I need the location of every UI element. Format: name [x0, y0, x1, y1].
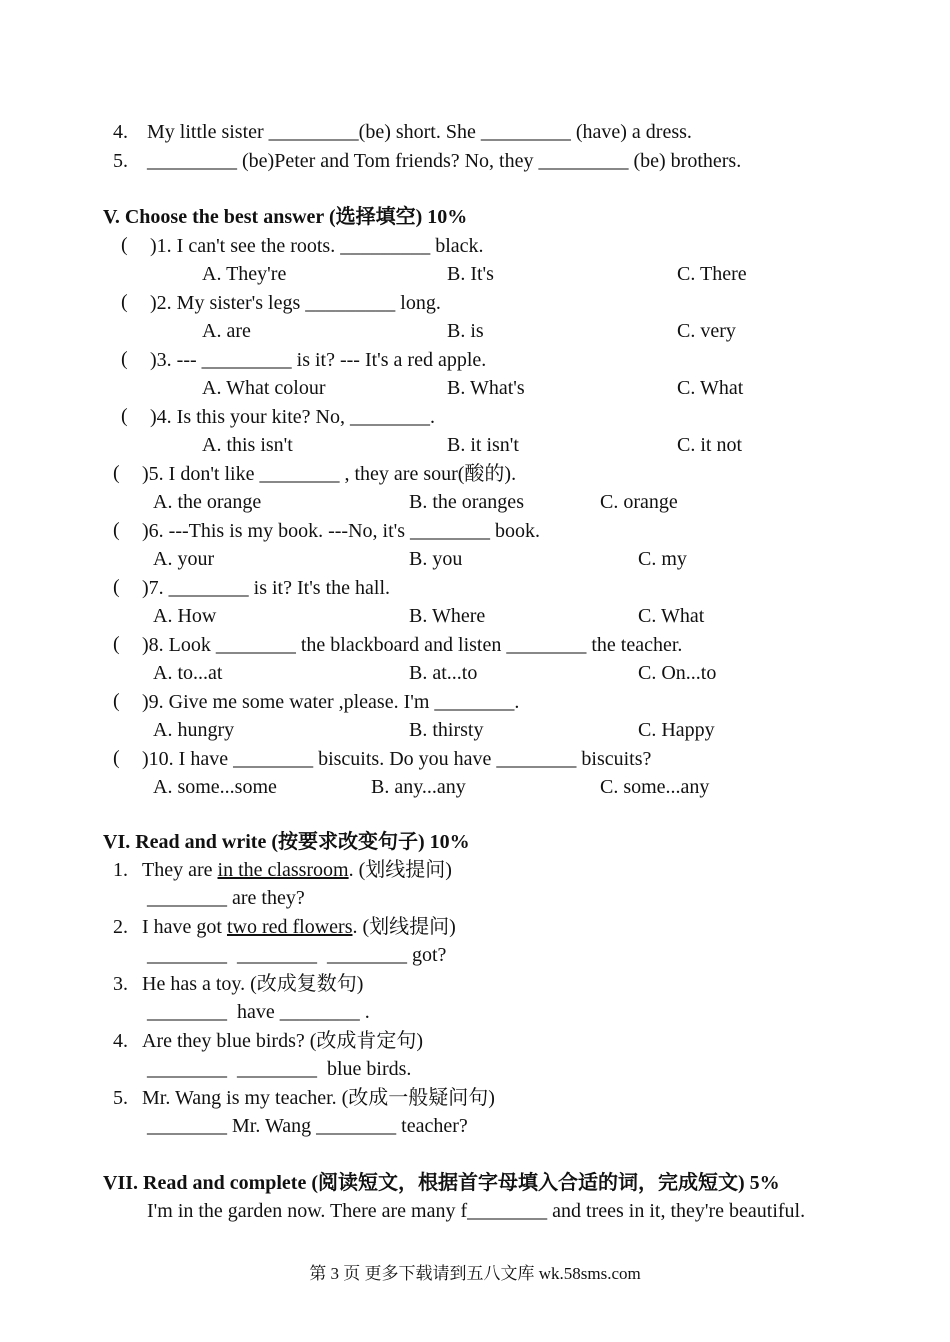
option-a: A. How: [153, 605, 217, 627]
option-a: A. the orange: [153, 491, 262, 513]
option-a: A. this isn't: [202, 434, 293, 456]
prompt-text: He has a toy. (改成复数句): [142, 973, 364, 995]
option-c: C. my: [638, 548, 687, 570]
prompt-text: They are: [142, 859, 218, 881]
answer-blank-line[interactable]: ________ ________ ________ got?: [147, 944, 447, 966]
answer-blank-line[interactable]: ________ ________ blue birds.: [147, 1058, 412, 1080]
option-b: B. thirsty: [409, 719, 484, 741]
answer-bracket: (: [113, 747, 120, 769]
answer-bracket: (: [121, 291, 128, 313]
rewrite-prompt: [142, 915, 456, 939]
underlined-phrase: two red flowers: [226, 916, 353, 938]
rewrite-prompt: [142, 972, 363, 996]
option-c: C. What: [677, 377, 744, 399]
item-number: 1.: [113, 859, 128, 881]
rewrite-prompt: [142, 858, 452, 882]
page-footer: 第 3 页 更多下载请到五八文库 wk.58sms.com: [309, 1264, 641, 1283]
option-c: C. What: [638, 605, 705, 627]
option-a: A. to...at: [153, 662, 223, 684]
option-c: C. orange: [600, 491, 678, 513]
option-b: B. the oranges: [409, 491, 524, 513]
question-text: )2. My sister's legs _________ long.: [150, 292, 441, 314]
option-c: C. Happy: [638, 719, 715, 741]
item-number: 4.: [113, 121, 128, 143]
option-b: B. it isn't: [447, 434, 519, 456]
option-c: C. On...to: [638, 662, 717, 684]
question-text: )6. ---This is my book. ---No, it's ________ book.: [142, 520, 541, 542]
question-text: )3. --- _________ is it? --- It's a red apple.: [150, 349, 487, 371]
option-a: A. your: [153, 548, 215, 570]
question-text: )9. Give me some water ,please. I'm ________.: [142, 691, 520, 713]
option-b: B. is: [447, 320, 484, 342]
question-text: )1. I can't see the roots. _________ black.: [150, 235, 484, 257]
rewrite-prompt: [142, 1086, 495, 1110]
answer-bracket: (: [113, 633, 120, 655]
rewrite-prompt: [142, 1029, 423, 1053]
prompt-text: . (划线提问): [348, 859, 452, 881]
answer-blank-line[interactable]: ________ have ________ .: [147, 1001, 370, 1023]
answer-blank-line[interactable]: ________ are they?: [147, 887, 305, 909]
option-c: C. There: [677, 263, 747, 285]
option-c: C. very: [677, 320, 736, 342]
fill-in-sentence: My little sister _________(be) short. She _________ (have) a dress.: [147, 121, 692, 143]
prompt-text: Are they blue birds? (改成肯定句): [142, 1030, 424, 1052]
fill-in-sentence: _________ (be)Peter and Tom friends? No, they _________ (be) brothers.: [147, 150, 742, 172]
prompt-text: I have got: [142, 916, 227, 938]
option-b: B. It's: [447, 263, 494, 285]
answer-blank-line[interactable]: ________ Mr. Wang ________ teacher?: [147, 1115, 468, 1137]
question-text: )7. ________ is it? It's the hall.: [142, 577, 391, 599]
item-number: 5.: [113, 1087, 128, 1109]
question-text: )10. I have ________ biscuits. Do you have ________ biscuits?: [142, 748, 652, 770]
section-heading: VI. Read and write (按要求改变句子) 10%: [103, 831, 470, 853]
answer-bracket: (: [113, 576, 120, 598]
answer-bracket: (: [113, 690, 120, 712]
item-number: 2.: [113, 916, 128, 938]
question-text: )4. Is this your kite? No, ________.: [150, 406, 435, 428]
item-number: 4.: [113, 1030, 128, 1052]
prompt-text: . (划线提问): [352, 916, 456, 938]
item-number: 3.: [113, 973, 128, 995]
section-heading: V. Choose the best answer (选择填空) 10%: [103, 206, 468, 228]
answer-bracket: (: [113, 462, 120, 484]
option-a: A. What colour: [202, 377, 326, 399]
option-c: C. it not: [677, 434, 743, 456]
question-text: )8. Look ________ the blackboard and listen ________ the teacher.: [142, 634, 683, 656]
answer-bracket: (: [121, 405, 128, 427]
option-a: A. are: [202, 320, 251, 342]
option-a: A. They're: [202, 263, 287, 285]
underlined-phrase: in the classroom: [217, 859, 349, 881]
option-b: B. any...any: [371, 776, 466, 798]
option-b: B. Where: [409, 605, 486, 627]
item-number: 5.: [113, 150, 128, 172]
option-a: A. hungry: [153, 719, 235, 741]
answer-bracket: (: [121, 348, 128, 370]
section-heading: VII. Read and complete (阅读短文，根据首字母填入合适的词，完成短文) 5%: [103, 1172, 780, 1194]
option-c: C. some...any: [600, 776, 710, 798]
question-text: )5. I don't like ________ , they are sour(酸的).: [142, 463, 517, 485]
prompt-text: Mr. Wang is my teacher. (改成一般疑问句): [142, 1087, 495, 1109]
option-b: B. at...to: [409, 662, 478, 684]
answer-bracket: (: [113, 519, 120, 541]
option-a: A. some...some: [153, 776, 277, 798]
answer-bracket: (: [121, 234, 128, 256]
passage-text: I'm in the garden now. There are many f________ and trees in it, they're beautiful.: [147, 1200, 806, 1222]
option-b: B. What's: [447, 377, 525, 399]
option-b: B. you: [409, 548, 463, 570]
